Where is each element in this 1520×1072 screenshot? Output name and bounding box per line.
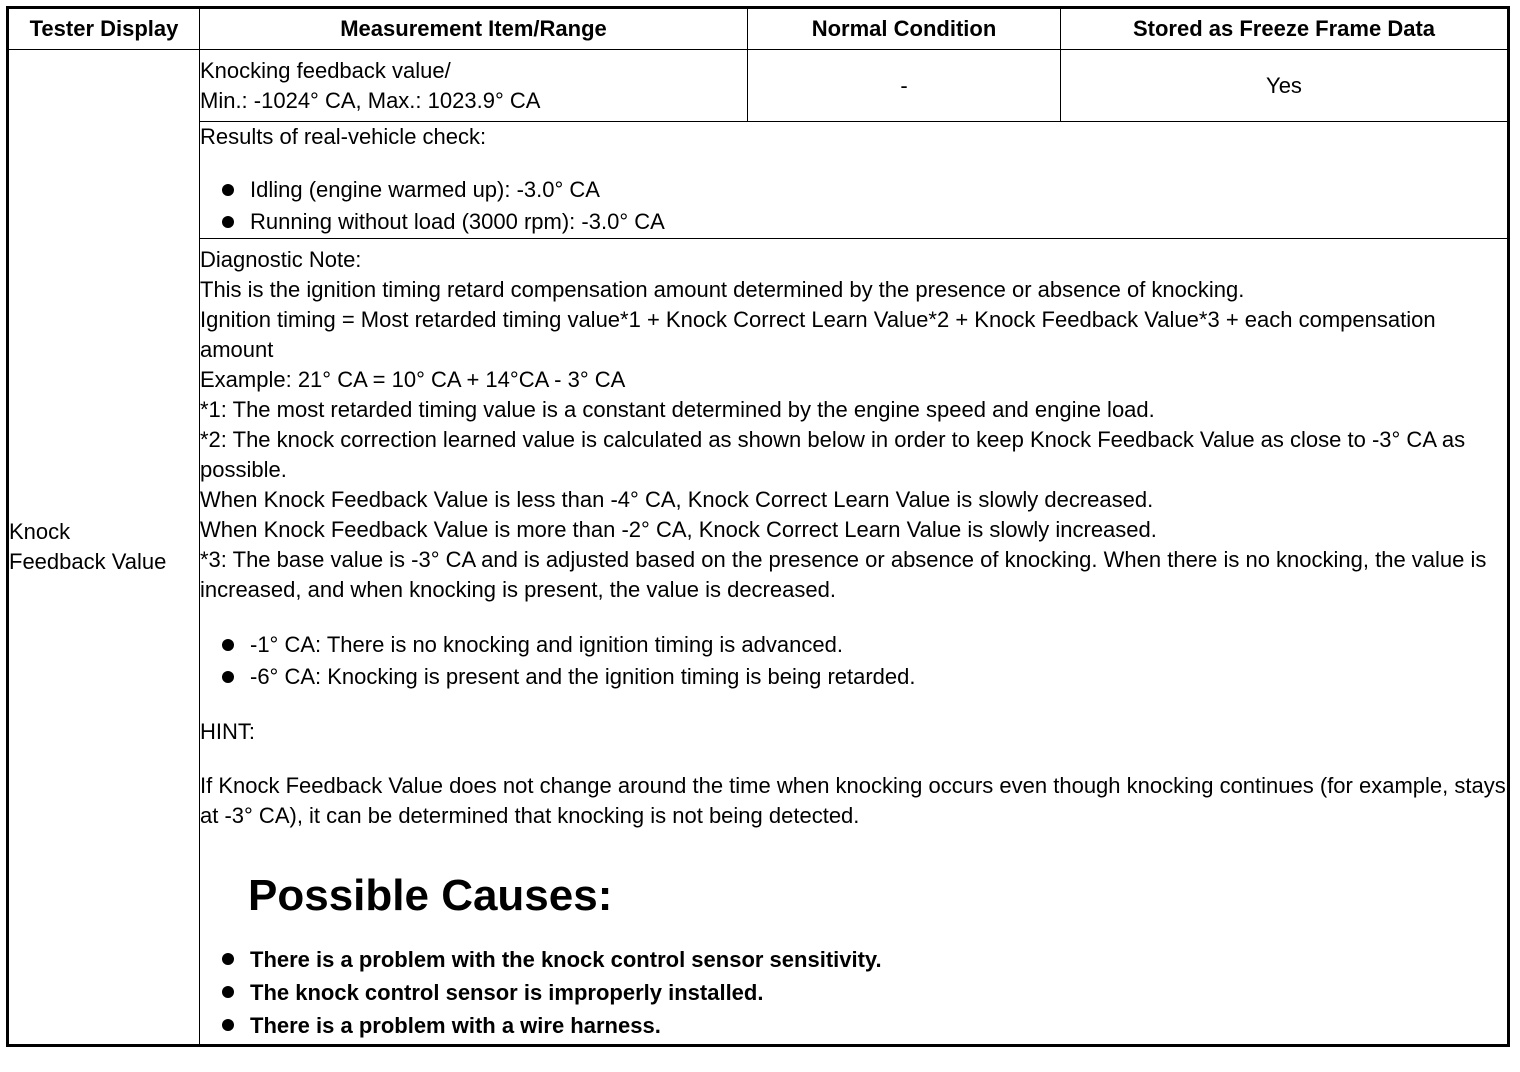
- note-line: *2: The knock correction learned value is calculated as shown below in order to keep Knock Feedback Value as close to -3° CA as possible.: [200, 427, 1466, 482]
- bullet-icon: [222, 639, 234, 651]
- list-item-text: There is a problem with a wire harness.: [250, 1013, 661, 1038]
- bullet-icon: [222, 986, 234, 998]
- hint-text: If Knock Feedback Value does not change around the time when knocking occurs even though knocking continues (for example, stays at -3° CA), it can be determined that knocking is not being detected.: [200, 773, 1506, 828]
- note-line: Diagnostic Note:: [200, 247, 362, 272]
- real-vehicle-check-cell: [200, 122, 1509, 239]
- knock-feedback-table: [6, 6, 1510, 1047]
- note-row: [8, 239, 1509, 1046]
- header-freeze-frame: Stored as Freeze Frame Data: [1061, 8, 1509, 50]
- bullet-icon: [222, 184, 234, 196]
- list-item: [222, 629, 1507, 661]
- diagnostic-note-cell: [200, 239, 1509, 1046]
- list-item: [222, 976, 1507, 1009]
- header-row: [8, 8, 1509, 50]
- list-item: [222, 661, 1507, 693]
- list-item-text: Idling (engine warmed up): -3.0° CA: [250, 177, 600, 202]
- list-item: [222, 1009, 1507, 1042]
- list-item-text: The knock control sensor is improperly installed.: [250, 980, 764, 1005]
- list-item-text: There is a problem with the knock control sensor sensitivity.: [250, 947, 882, 972]
- list-item: [222, 174, 1507, 206]
- note-line: This is the ignition timing retard compensation amount determined by the presence or absence of knocking.: [200, 277, 1245, 302]
- note-line: *3: The base value is -3° CA and is adjusted based on the presence or absence of knocking. When there is no knocking, the value is increased, and when knocking is present, the value is decreased.: [200, 547, 1487, 602]
- possible-causes-title: Possible Causes:: [248, 871, 613, 920]
- note-line: Ignition timing = Most retarded timing value*1 + Knock Correct Learn Value*2 + Knock Feedback Value*3 + each compensation amount: [200, 307, 1436, 362]
- bullet-icon: [222, 216, 234, 228]
- possible-causes-list: [200, 943, 1507, 1042]
- list-item-text: Running without load (3000 rpm): -3.0° CA: [250, 209, 665, 234]
- header-measurement-item: Measurement Item/Range: [200, 8, 748, 50]
- hint-label: HINT:: [200, 719, 255, 744]
- bullet-icon: [222, 953, 234, 965]
- tester-display-line1: Knock: [9, 519, 71, 544]
- item-row: [8, 50, 1509, 122]
- measurement-range: Min.: -1024° CA, Max.: 1023.9° CA: [200, 87, 541, 113]
- bullet-icon: [222, 1019, 234, 1031]
- tester-display-cell: [8, 50, 200, 1046]
- measurement-line1: Knocking feedback value/: [200, 57, 451, 83]
- header-tester-display: Tester Display: [8, 8, 200, 50]
- freeze-frame-value: Yes: [1061, 50, 1509, 122]
- bullet-icon: [222, 671, 234, 683]
- normal-condition-value: -: [748, 50, 1061, 122]
- note-line: Example: 21° CA = 10° CA + 14°CA - 3° CA: [200, 367, 626, 392]
- list-item: [222, 206, 1507, 238]
- check-list: [200, 174, 1507, 238]
- check-row: [8, 122, 1509, 239]
- measurement-cell: [200, 50, 748, 122]
- tester-display-line2: Feedback Value: [9, 549, 167, 574]
- list-item: [222, 943, 1507, 976]
- list-item-text: -6° CA: Knocking is present and the ignition timing is being retarded.: [250, 664, 916, 689]
- check-title: Results of real-vehicle check:: [200, 124, 487, 149]
- note-line: When Knock Feedback Value is more than -2° CA, Knock Correct Learn Value is slowly increased.: [200, 517, 1157, 542]
- note-bullet-list: [200, 629, 1507, 693]
- list-item-text: -1° CA: There is no knocking and ignition timing is advanced.: [250, 632, 843, 657]
- note-line: When Knock Feedback Value is less than -4° CA, Knock Correct Learn Value is slowly decreased.: [200, 487, 1154, 512]
- header-normal-condition: Normal Condition: [748, 8, 1061, 50]
- note-line: *1: The most retarded timing value is a constant determined by the engine speed and engine load.: [200, 397, 1155, 422]
